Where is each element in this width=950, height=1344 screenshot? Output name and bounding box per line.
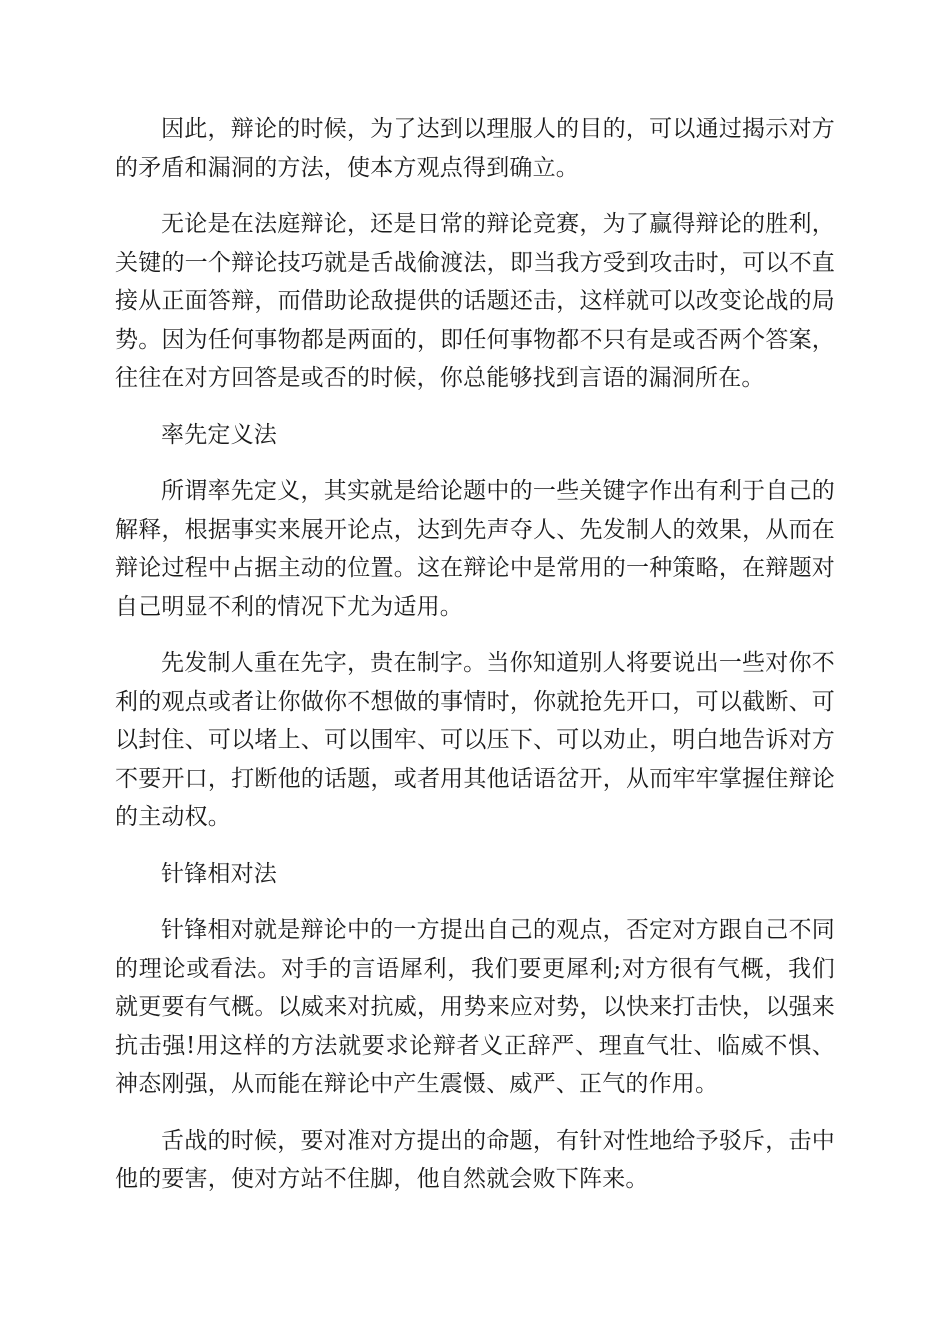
paragraph-definition: 所谓率先定义，其实就是给论题中的一些关键字作出有利于自己的解释，根据事实来展开论点，达到先声夺人、先发制人的效果，从而在辩论过程中占据主动的位置。这在辩论中是常用的一种策略，在辩题对自己明显不利的情况下尤为适用。: [115, 478, 835, 620]
document-body: [115, 110, 835, 1217]
section-heading-definition: 率先定义法: [161, 421, 277, 448]
paragraph-rebuttal: 舌战的时候，要对准对方提出的命题，有针对性地给予驳斥，击中他的要害，使对方站不住脚，他自然就会败下阵来。: [115, 1127, 835, 1192]
section-heading-tit-for-tat: 针锋相对法: [161, 860, 277, 887]
paragraph-contradiction: 因此，辩论的时候，为了达到以理服人的目的，可以通过揭示对方的矛盾和漏洞的方法，使本方观点得到确立。: [115, 116, 835, 181]
paragraph-preemption: 先发制人重在先字，贵在制字。当你知道别人将要说出一些对你不利的观点或者让你做你不想做的事情时，你就抢先开口，可以截断、可以封住、可以堵上、可以围牢、可以压下、可以劝止，明白地告诉对方不要开口，打断他的话题，或者用其他话语岔开，从而牢牢掌握住辩论的主动权。: [115, 650, 835, 830]
paragraph-tit-for-tat: 针锋相对就是辩论中的一方提出自己的观点，否定对方跟自己不同的理论或看法。对手的言语犀利，我们要更犀利;对方很有气概，我们就更要有气概。以威来对抗威，用势来应对势，以快来打击快，以强来抗击强!用这样的方法就要求论辩者义正辞严、理直气壮、临威不惧、神态刚强，从而能在辩论中产生震慑、威严、正气的作用。: [115, 917, 835, 1097]
paragraph-smuggling-method: 无论是在法庭辩论，还是日常的辩论竞赛，为了赢得辩论的胜利，关键的一个辩论技巧就是舌战偷渡法，即当我方受到攻击时，可以不直接从正面答辩，而借助论敌提供的话题还击，这样就可以改变论战的局势。因为任何事物都是两面的，即任何事物都不只有是或否两个答案，往往在对方回答是或否的时候，你总能够找到言语的漏洞所在。: [115, 211, 835, 391]
